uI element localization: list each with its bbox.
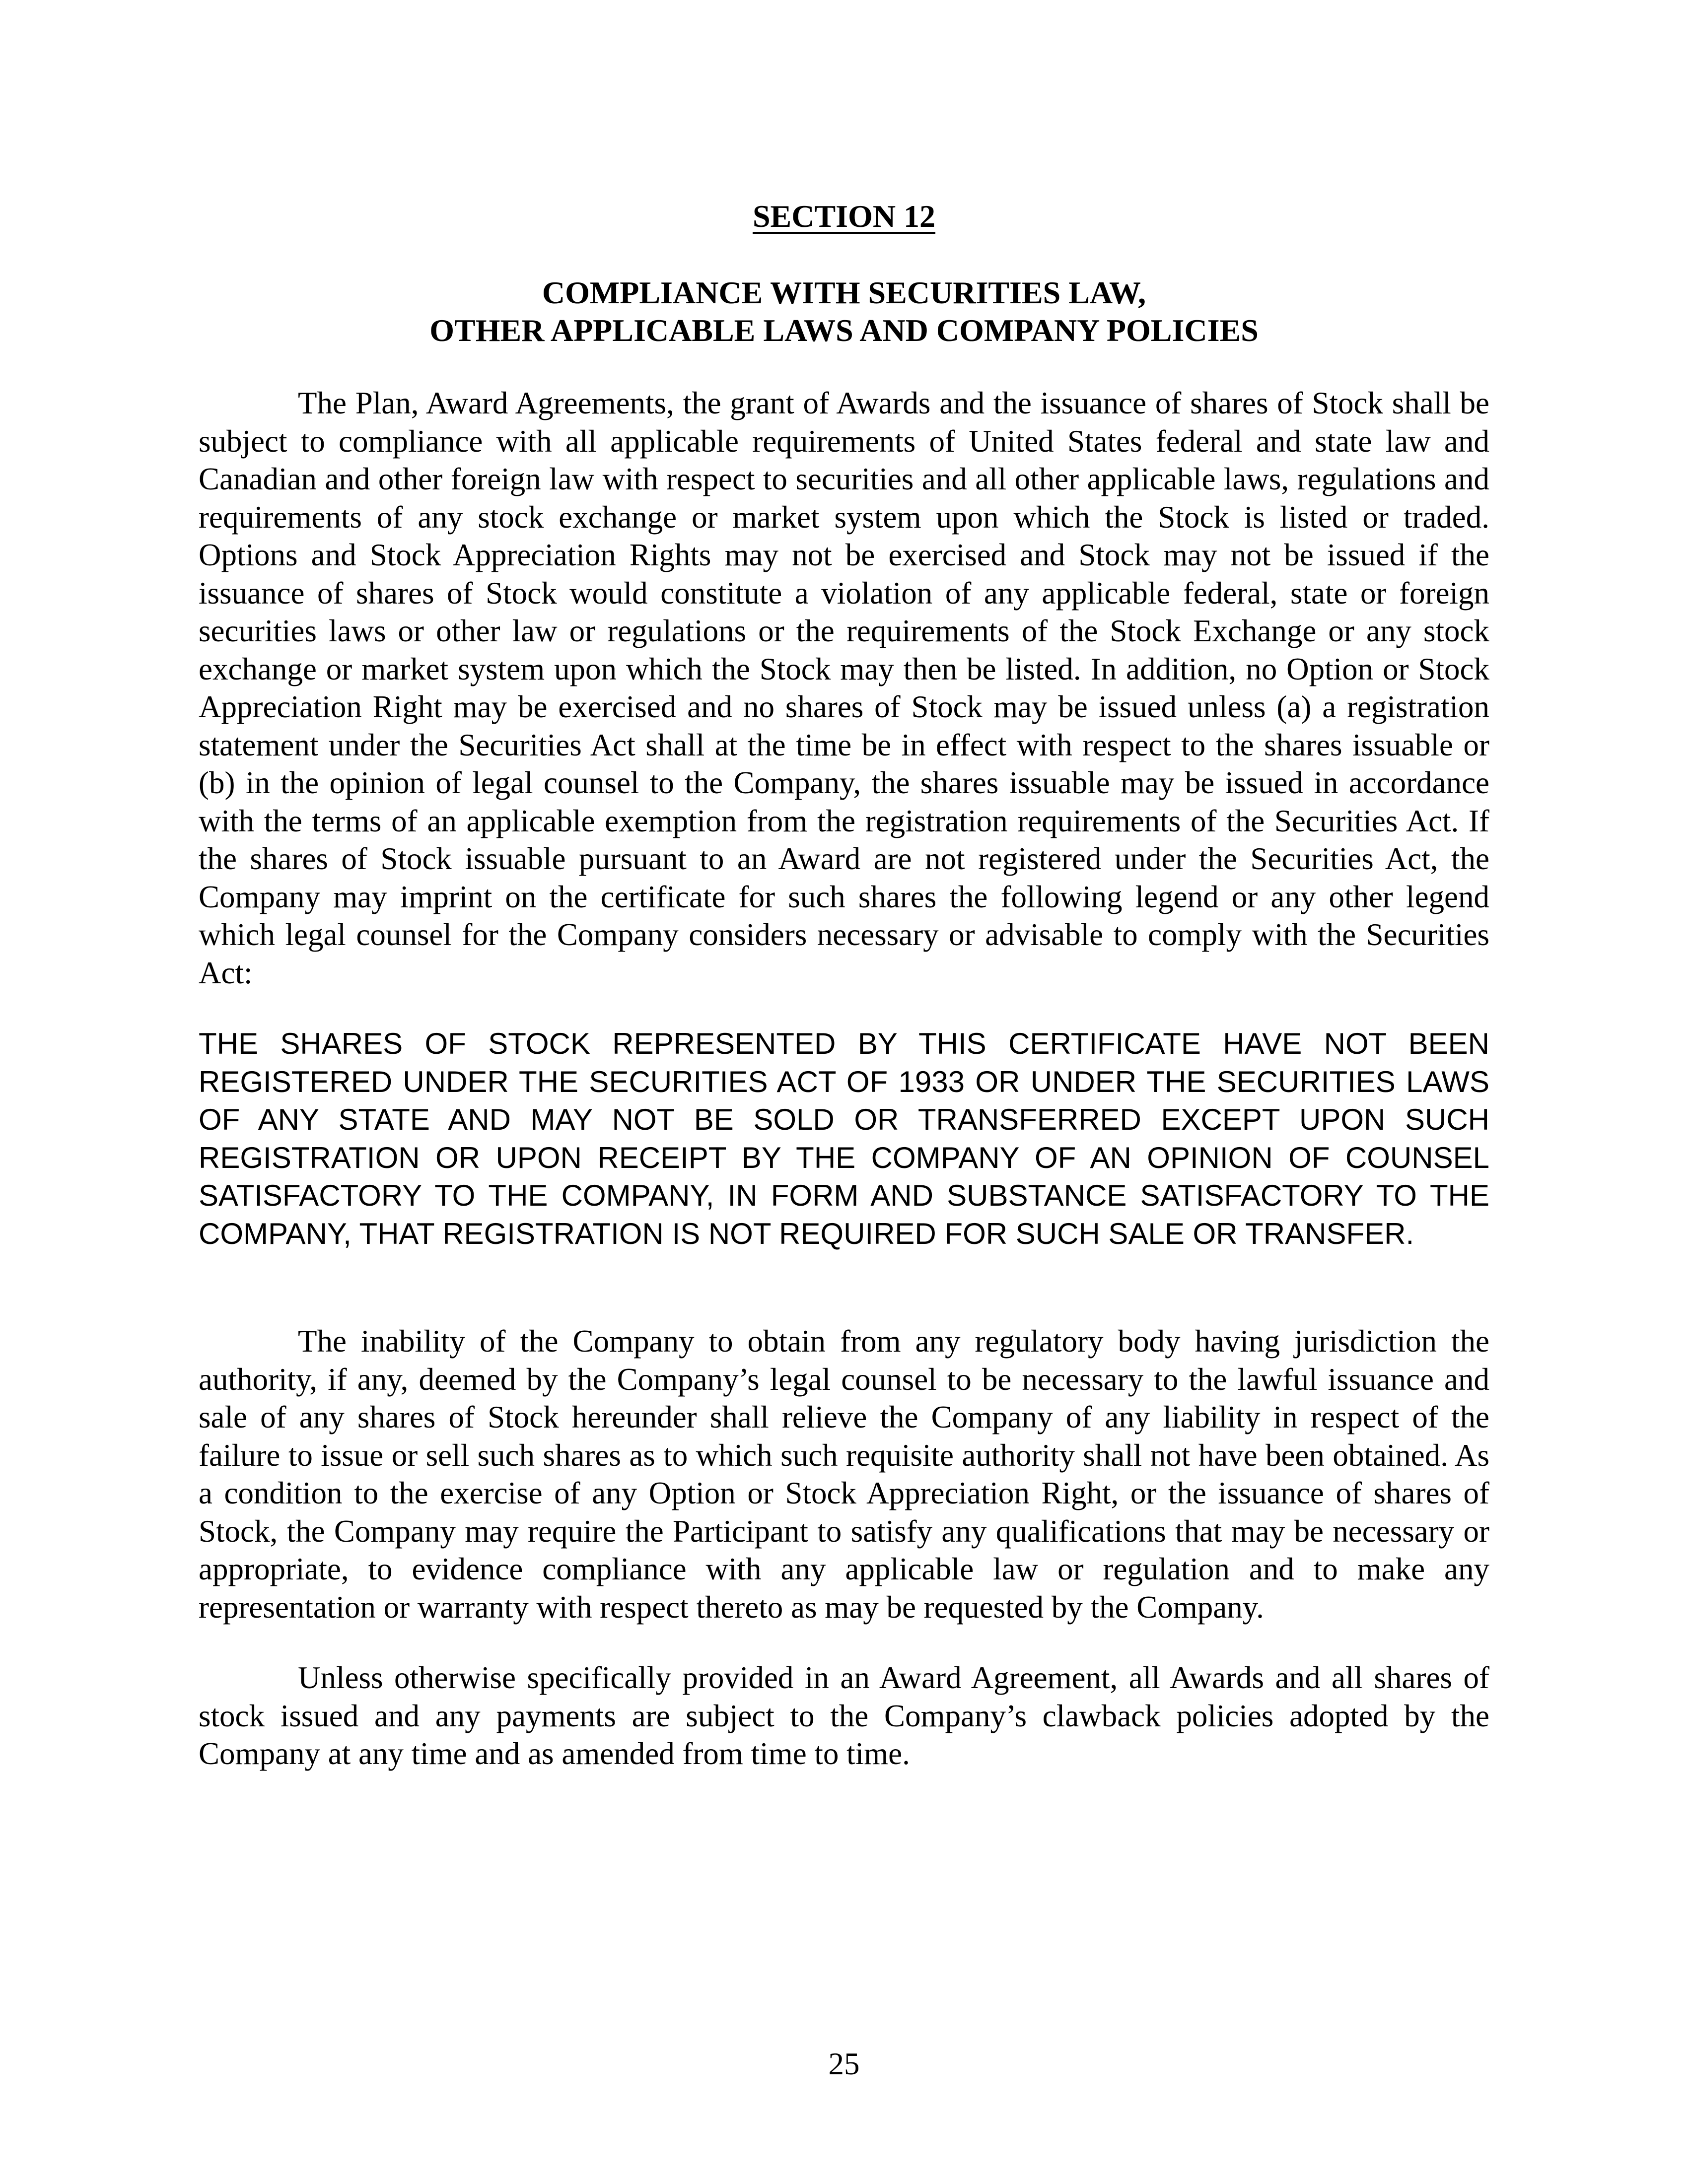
paragraph-compliance: The Plan, Award Agreements, the grant of Awards and the issuance of shares of Stock shall be subject to compliance with all applicable requirements of United States federal and state law and Canadian and other foreign law with respect to securities and all other applicable laws, regulations and requirements of any stock exchange or market system upon which the Stock is listed or traded. Options and Stock Appreciation Rights may not be exercised and Stock may not be issued if the issuance of shares of Stock would constitute a violation of any applicable federal, state or foreign securities laws or other law or regulations or the requirements of the Stock Exchange or any stock exchange or market system upon which the Stock may then be listed. In addition, no Option or Stock Appreciation Right may be exercised and no shares of Stock may be issued unless (a) a registration statement under the Securities Act shall at the time be in effect with respect to the shares issuable or (b) in the opinion of legal counsel to the Company, the shares issuable may be issued in accordance with the terms of an applicable exemption from the registration requirements of the Securities Act. If the shares of Stock issuable pursuant to an Award are not registered under the Securities Act, the Company may imprint on the certificate for such shares the following legend or any other legend which legal counsel for the Company considers necessary or advisable to comply with the Securities Act: <box>199 386 1489 990</box>
section-title-line-1: COMPLIANCE WITH SECURITIES LAW, <box>542 275 1146 310</box>
paragraph-regulatory-authority: The inability of the Company to obtain from any regulatory body having jurisdiction the authority, if any, deemed by the Company’s legal counsel to be necessary to the lawful issuance and sale of any shares of Stock hereunder shall relieve the Company of any liability in respect of the failure to issue or sell such shares as to which such requisite authority shall not have been obtained. As a condition to the exercise of any Option or Stock Appreciation Right, or the issuance of shares of Stock, the Company may require the Participant to satisfy any qualifications that may be necessary or appropriate, to evidence compliance with any applicable law or regulation and to make any representation or warranty with respect thereto as may be requested by the Company. <box>199 1324 1489 1625</box>
section-title-line-2: OTHER APPLICABLE LAWS AND COMPANY POLICIES <box>429 313 1259 348</box>
section-number: SECTION 12 <box>752 199 936 234</box>
page-number: 25 <box>828 2047 860 2081</box>
certificate-legend: THE SHARES OF STOCK REPRESENTED BY THIS CERTIFICATE HAVE NOT BEEN REGISTERED UNDER THE SECURITIES ACT OF 1933 OR UNDER THE SECURITIES LAWS OF ANY STATE AND MAY NOT BE SOLD OR TRANSFERRED EXCEPT UPON SUCH REGISTRATION OR UPON RECEIPT BY THE COMPANY OF AN OPINION OF COUNSEL SATISFACTORY TO THE COMPANY, IN FORM AND SUBSTANCE SATISFACTORY TO THE COMPANY, THAT REGISTRATION IS NOT REQUIRED FOR SUCH SALE OR TRANSFER. <box>199 1027 1489 1250</box>
document-page <box>199 0 1489 2184</box>
paragraph-clawback: Unless otherwise specifically provided in an Award Agreement, all Awards and all shares of stock issued and any payments are subject to the Company’s clawback policies adopted by the Company at any time and as amended from time to time. <box>199 1660 1489 1771</box>
section-title <box>199 274 1489 349</box>
